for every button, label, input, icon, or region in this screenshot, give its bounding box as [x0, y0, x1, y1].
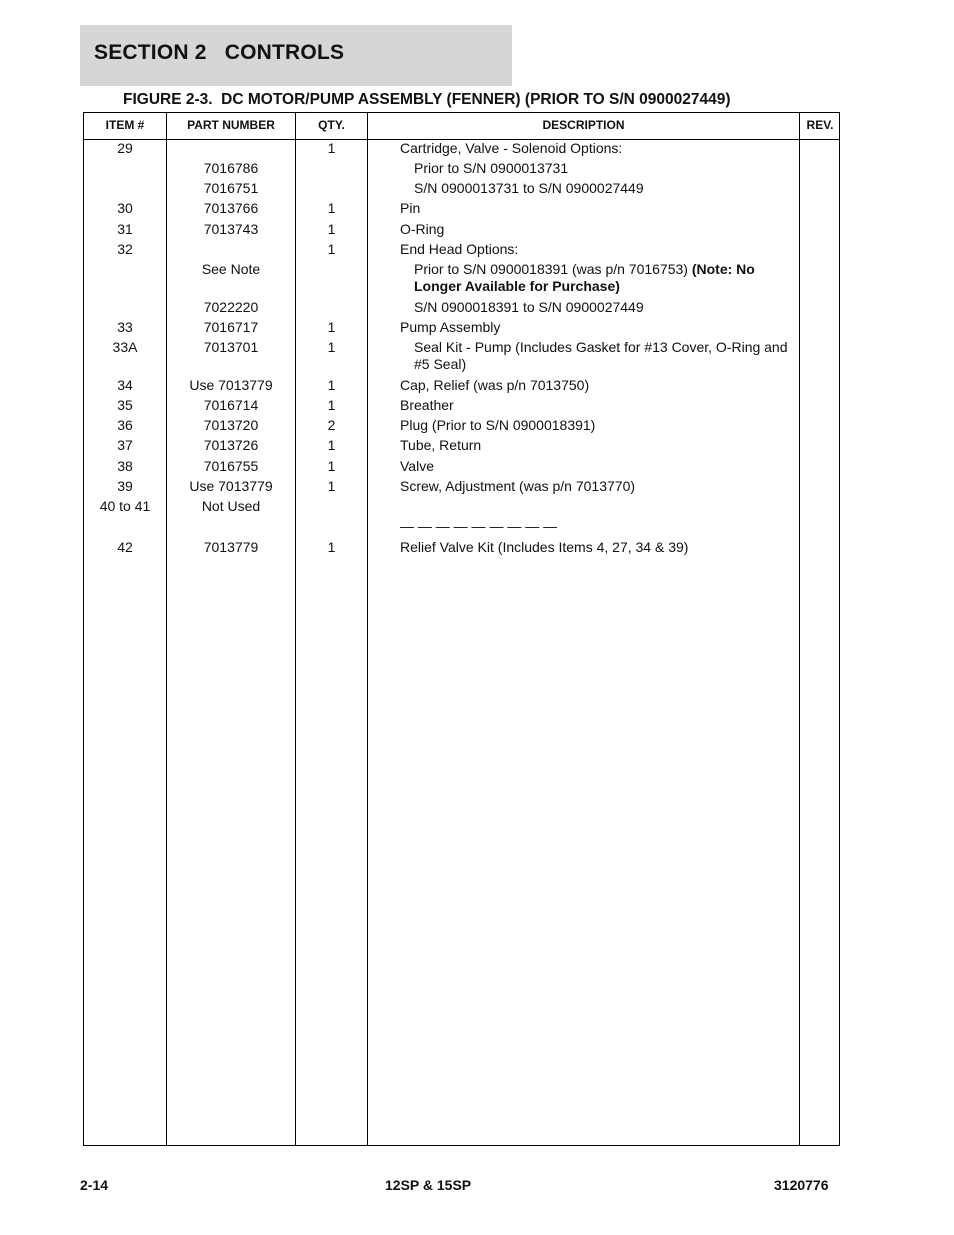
row-part-number: 7016751 — [203, 180, 259, 196]
row-qty: 1 — [327, 437, 336, 453]
row-qty: 1 — [327, 458, 336, 474]
row-description: Breather — [400, 397, 454, 413]
row-part-number: 7016714 — [203, 397, 259, 413]
row-description: S/N 0900013731 to S/N 0900027449 — [414, 180, 644, 196]
row-qty: 1 — [327, 200, 336, 216]
row-item: 31 — [117, 221, 133, 237]
row-qty: 1 — [327, 397, 336, 413]
row-item: 39 — [117, 478, 133, 494]
row-part-number: 7013779 — [203, 539, 259, 555]
row-qty: 1 — [327, 140, 336, 156]
row-part-number: Not Used — [201, 498, 261, 514]
row-description: Pump Assembly — [400, 319, 501, 335]
row-description: Relief Valve Kit (Includes Items 4, 27, 34 & 39) — [400, 539, 689, 555]
row-description: O-Ring — [400, 221, 445, 237]
row-item: 32 — [117, 241, 133, 257]
row-description: Cap, Relief (was p/n 7013750) — [400, 377, 590, 393]
model-name: 12SP & 15SP — [385, 1177, 472, 1193]
row-item: 35 — [117, 397, 133, 413]
row-description: End Head Options: — [400, 241, 519, 257]
row-description: Seal Kit - Pump (Includes Gasket for #13 Cover, O-Ring and #5 Seal) — [414, 339, 788, 372]
row-item: 37 — [117, 437, 133, 453]
row-qty: 1 — [327, 539, 336, 555]
row-description: Screw, Adjustment (was p/n 7013770) — [400, 478, 636, 494]
row-qty: 1 — [327, 478, 336, 494]
row-qty: 1 — [327, 377, 336, 393]
row-description: Tube, Return — [400, 437, 482, 453]
header-rev: REV. — [806, 118, 834, 132]
row-part-number: 7016786 — [203, 160, 259, 176]
row-description — [414, 261, 796, 295]
row-qty: 1 — [327, 221, 336, 237]
row-item: 34 — [117, 377, 133, 393]
row-item: 33A — [112, 339, 138, 355]
header-description: DESCRIPTION — [542, 118, 625, 132]
page-number: 2-14 — [80, 1177, 109, 1193]
row-part-number: 7013701 — [203, 339, 259, 355]
row-part-number: 7013743 — [203, 221, 259, 237]
column-divider — [295, 112, 296, 1146]
row-item: 40 to 41 — [99, 498, 151, 514]
header-qty: QTY. — [318, 118, 345, 132]
row-part-number: Use 7013779 — [189, 478, 273, 494]
row-item: 30 — [117, 200, 133, 216]
row-part-number: 7013726 — [203, 437, 259, 453]
row-description: S/N 0900018391 to S/N 0900027449 — [414, 299, 644, 315]
row-qty: 1 — [327, 241, 336, 257]
row-part-number: 7016717 — [203, 319, 259, 335]
header-part-number: PART NUMBER — [187, 118, 275, 132]
row-description: Cartridge, Valve - Solenoid Options: — [400, 140, 623, 156]
column-divider — [367, 112, 368, 1146]
row-qty: 1 — [327, 339, 336, 355]
document-number: 3120776 — [774, 1177, 829, 1193]
description-note: (Note: No Longer Available for Purchase) — [414, 261, 755, 294]
row-item: 36 — [117, 417, 133, 433]
section-title: SECTION 2 CONTROLS — [94, 41, 345, 64]
row-item: 38 — [117, 458, 133, 474]
description-text: Prior to S/N 0900018391 (was p/n 7016753) — [414, 261, 692, 277]
column-divider — [799, 112, 800, 1146]
row-item: 42 — [117, 539, 133, 555]
row-description: Valve — [400, 458, 434, 474]
row-qty: 2 — [327, 417, 336, 433]
row-item: 29 — [117, 140, 133, 156]
figure-title: FIGURE 2-3. DC MOTOR/PUMP ASSEMBLY (FENNER) (PRIOR TO S/N 0900027449) — [123, 91, 731, 108]
row-part-number: See Note — [201, 261, 261, 277]
row-part-number: 7013720 — [203, 417, 259, 433]
separator-dashes: — — — — — — — — — — [400, 518, 558, 534]
row-part-number: 7013766 — [203, 200, 259, 216]
row-description: Prior to S/N 0900013731 — [414, 160, 569, 176]
row-item: 33 — [117, 319, 133, 335]
row-description: Plug (Prior to S/N 0900018391) — [400, 417, 596, 433]
row-part-number: 7022220 — [203, 299, 259, 315]
row-qty: 1 — [327, 319, 336, 335]
row-part-number: Use 7013779 — [189, 377, 273, 393]
row-part-number: 7016755 — [203, 458, 259, 474]
header-item: ITEM # — [105, 118, 145, 132]
row-description: Pin — [400, 200, 421, 216]
